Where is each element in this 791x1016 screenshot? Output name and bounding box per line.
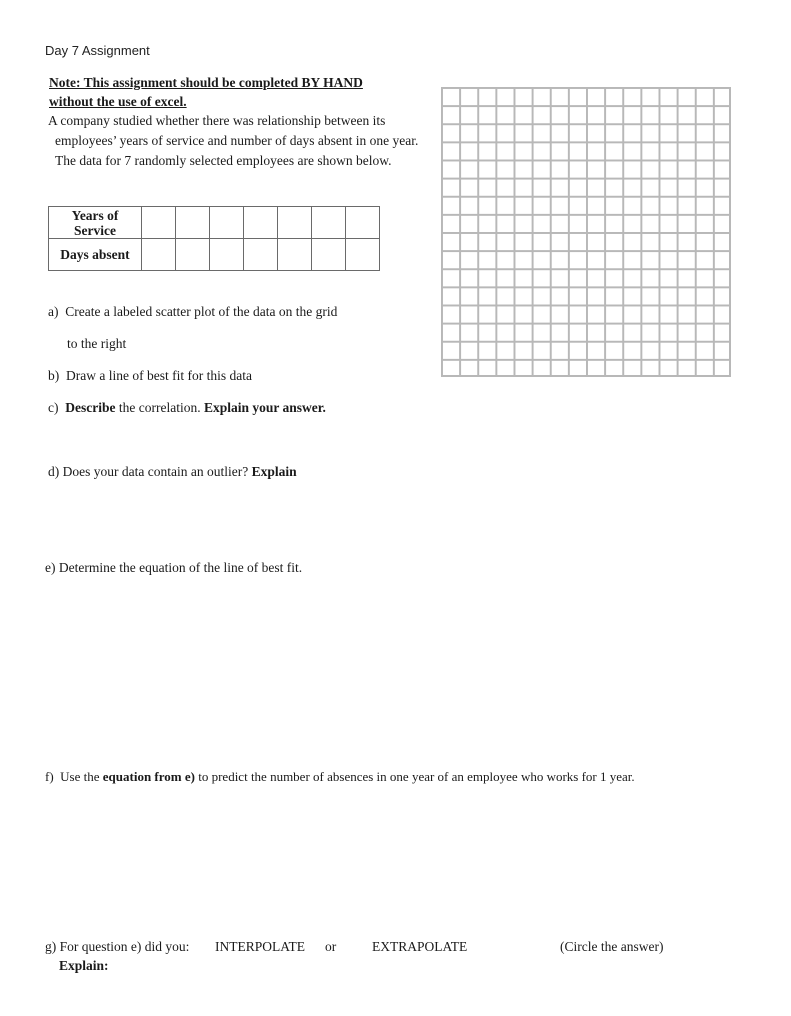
explain-label: Explain: — [59, 958, 109, 973]
option-separator-or: or — [325, 939, 337, 954]
table-cell[interactable] — [142, 239, 176, 271]
table-cell[interactable] — [346, 207, 380, 239]
table-cell[interactable] — [244, 207, 278, 239]
question-f: f) Use the equation from e) to predict the number of absences in one year of an employee who works for 1 year. — [45, 769, 635, 784]
graph-paper-grid — [441, 87, 731, 377]
table-cell[interactable] — [210, 207, 244, 239]
table-cell[interactable] — [278, 207, 312, 239]
table-cell[interactable] — [142, 207, 176, 239]
table-cell[interactable] — [278, 239, 312, 271]
table-cell[interactable] — [312, 239, 346, 271]
note-line-2: without the use of excel. — [49, 94, 187, 109]
table-cell[interactable] — [346, 239, 380, 271]
table-cell[interactable] — [244, 239, 278, 271]
note-line-1: Note: This assignment should be completed BY HAND — [49, 75, 363, 90]
question-d: d) Does your data contain an outlier? Explain — [48, 464, 297, 479]
question-a: a) Create a labeled scatter plot of the data on the grid — [48, 304, 338, 319]
circle-instruction: (Circle the answer) — [560, 939, 664, 954]
question-a-continued: to the right — [67, 336, 127, 351]
question-b: b) Draw a line of best fit for this data — [48, 368, 252, 383]
row-header-years-of-service: Years of Service — [49, 207, 142, 239]
page-title: Day 7 Assignment — [45, 43, 150, 58]
table-cell[interactable] — [210, 239, 244, 271]
table-cell[interactable] — [176, 207, 210, 239]
question-c: c) Describe the correlation. Explain your answer. — [48, 400, 326, 415]
data-table — [48, 206, 380, 271]
table-cell[interactable] — [176, 239, 210, 271]
table-cell[interactable] — [312, 207, 346, 239]
table-row-years-of-service — [49, 207, 380, 239]
question-g: g) For question e) did you: — [45, 939, 190, 954]
option-interpolate[interactable]: INTERPOLATE — [215, 939, 305, 954]
problem-intro: A company studied whether there was relationship between its employees’ years of service and number of days absent in one year. The data for 7 randomly selected employees are shown below. — [48, 113, 419, 168]
table-row-days-absent — [49, 239, 380, 271]
question-e: e) Determine the equation of the line of best fit. — [45, 560, 303, 575]
option-extrapolate[interactable]: EXTRAPOLATE — [372, 939, 468, 954]
row-header-days-absent: Days absent — [49, 239, 142, 271]
assignment-note — [49, 73, 429, 111]
